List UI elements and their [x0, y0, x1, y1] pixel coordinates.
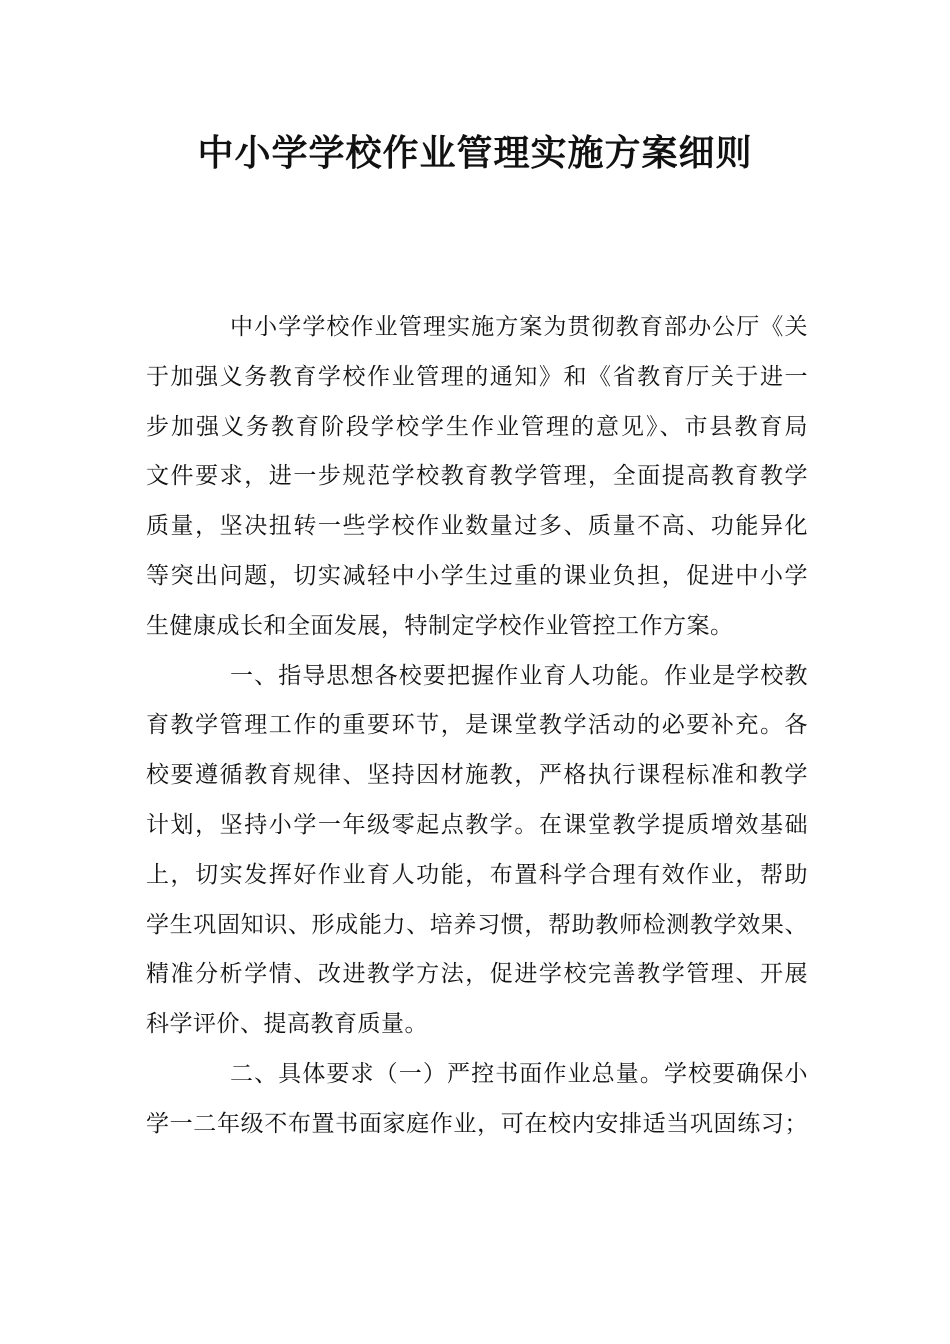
- text-line: 一、指导思想各校要把握作业育人功能。作业是学校教: [230, 662, 808, 689]
- text-line: 上，切实发挥好作业育人功能，布置科学合理有效作业，帮助: [146, 861, 808, 888]
- document-title: 中小学学校作业管理实施方案细则: [197, 132, 753, 174]
- text-line: 质量，坚决扭转一些学校作业数量过多、质量不高、功能异化: [146, 513, 808, 540]
- text-line: 育教学管理工作的重要环节，是课堂教学活动的必要补充。各: [146, 712, 808, 739]
- text-line: 科学评价、提高教育质量。: [146, 1011, 428, 1038]
- text-line: 于加强义务教育学校作业管理的通知》和《省教育厅关于进一: [146, 363, 808, 390]
- text-line: 中小学学校作业管理实施方案为贯彻教育部办公厅《关: [230, 314, 808, 340]
- text-line: 校要遵循教育规律、坚持因材施教，严格执行课程标准和教学: [146, 762, 808, 789]
- document-body: [146, 303, 808, 1150]
- text-line: 学一二年级不布置书面家庭作业，可在校内安排适当巩固练习；: [146, 1110, 808, 1137]
- text-line: 精准分析学情、改进教学方法，促进学校完善教学管理、开展: [146, 961, 808, 988]
- text-line: 生健康成长和全面发展，特制定学校作业管控工作方案。: [146, 612, 734, 639]
- text-line: 步加强义务教育阶段学校学生作业管理的意见》、市县教育局: [146, 413, 808, 440]
- text-line: 二、具体要求（一）严控书面作业总量。学校要确保小: [230, 1060, 808, 1087]
- text-line: 文件要求，进一步规范学校教育教学管理，全面提高教育教学: [146, 463, 808, 490]
- text-line: 等突出问题，切实减轻中小学生过重的课业负担，促进中小学: [146, 562, 808, 589]
- text-line: 计划，坚持小学一年级零起点教学。在课堂教学提质增效基础: [146, 811, 808, 838]
- text-line: 学生巩固知识、形成能力、培养习惯，帮助教师检测教学效果、: [146, 911, 808, 938]
